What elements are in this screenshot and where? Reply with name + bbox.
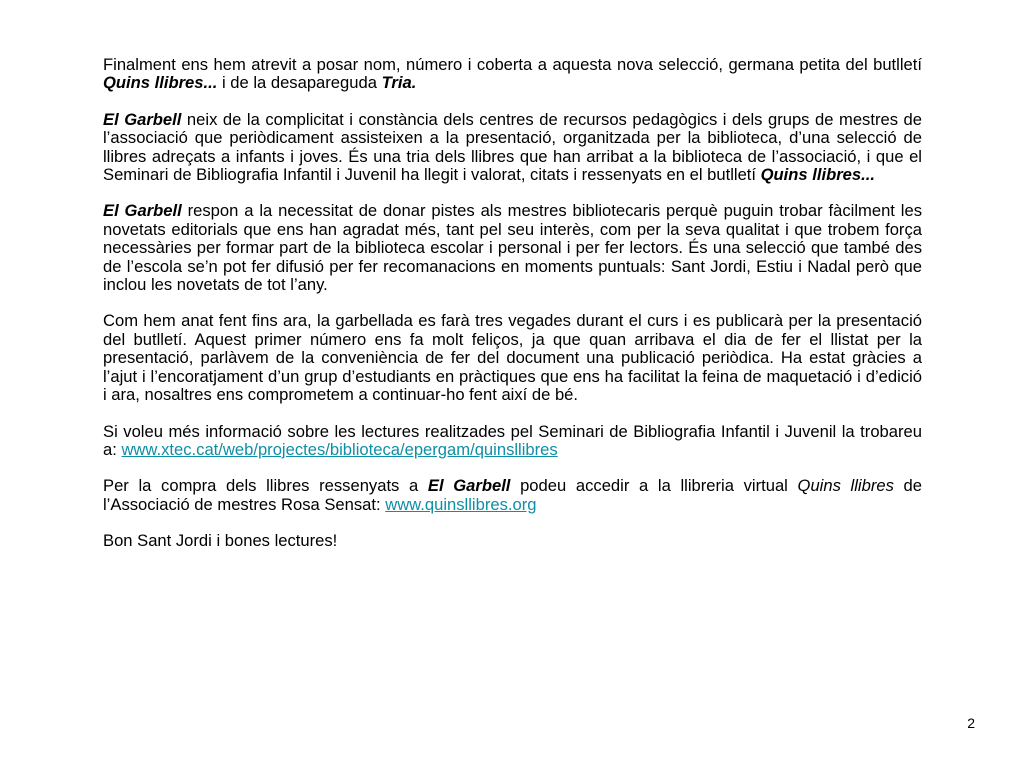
paragraph-purpose <box>103 202 922 294</box>
paragraph-purchase <box>103 477 922 514</box>
paragraph-origin <box>103 111 922 185</box>
el-garbell-title: El Garbell <box>427 476 511 496</box>
bookstore-link[interactable]: www.quinsllibres.org <box>385 494 537 514</box>
closing-text: Bon Sant Jordi i bones lectures! <box>103 531 338 551</box>
origin-text: neix de la complicitat i constància dels centres de recursos pedagògics i dels grups de mestres de l’associació que periòdicament assisteixen a la presentació, organitzada per la biblioteca, d’una selecció de llibres adreçats a infants i joves. És una tria dels llibres que han arribat a la biblioteca de l’associació, i que el Seminari de Bibliografia Infantil i Juvenil ha llegit i valorat, citats i ressenyats en el butlletí <box>103 109 922 185</box>
page-number: 2 <box>967 715 975 731</box>
more-info-text: Si voleu més informació sobre les lectures realitzades pel Seminari de Bibliografia Infantil i Juvenil la trobareu a: <box>103 421 922 459</box>
purchase-text-1: Per la compra dels llibres ressenyats a <box>103 476 428 496</box>
seminari-link[interactable]: www.xtec.cat/web/projectes/biblioteca/epergam/quinsllibres <box>121 439 558 459</box>
paragraph-closing <box>103 532 922 550</box>
frequency-text: Com hem anat fent fins ara, la garbellada es farà tres vegades durant el curs i es publicarà per la presentació del butlletí. Aquest primer número ens fa molt feliços, ja que quan arribava el dia de fer el llistat per la presentació, parlàvem de la conveniència de fer del document una publicació periòdica. Ha estat gràcies a l’ajut i l’encoratjament d’un grup d’estudiants en pràctiques que ens ha facilitat la feina de maquetació i d’edició i ara, nosaltres ens comprometem a continuar-ho fent així de bé. <box>103 311 922 405</box>
el-garbell-title: El Garbell <box>103 201 182 221</box>
bulletin-title-tria: Tria. <box>381 73 417 93</box>
paragraph-intro <box>103 56 922 93</box>
intro-text-1: Finalment ens hem atrevit a posar nom, número i coberta a aquesta nova selecció, germana petita del butlletí <box>103 55 922 74</box>
bulletin-title-quins-llibres: Quins llibres... <box>760 165 875 185</box>
document-body <box>103 56 922 569</box>
purchase-text-2: podeu accedir a la llibreria virtual <box>510 476 798 496</box>
paragraph-frequency <box>103 312 922 404</box>
paragraph-more-info <box>103 423 922 460</box>
bulletin-title-quins-llibres: Quins llibres... <box>103 73 218 93</box>
purpose-text: respon a la necessitat de donar pistes als mestres bibliotecaris perquè puguin trobar fàcilment les novetats editorials que ens han agradat més, tant pel seu interès, com per la seva qualitat i que trobem força necessàries per formar part de la biblioteca escolar i personal i per fer lectors. És una selecció que també des de l’escola se’n pot fer difusió per fer recomanacions en moments puntuals: Sant Jordi, Estiu i Nadal però que inclou les novetats de tot l’any. <box>103 201 922 295</box>
el-garbell-title: El Garbell <box>103 109 182 129</box>
purchase-text-3: de l’Associació de mestres Rosa Sensat: <box>103 476 922 514</box>
quins-llibres-store-name: Quins llibres <box>797 476 894 496</box>
intro-text-2: i de la desapareguda <box>217 73 382 93</box>
